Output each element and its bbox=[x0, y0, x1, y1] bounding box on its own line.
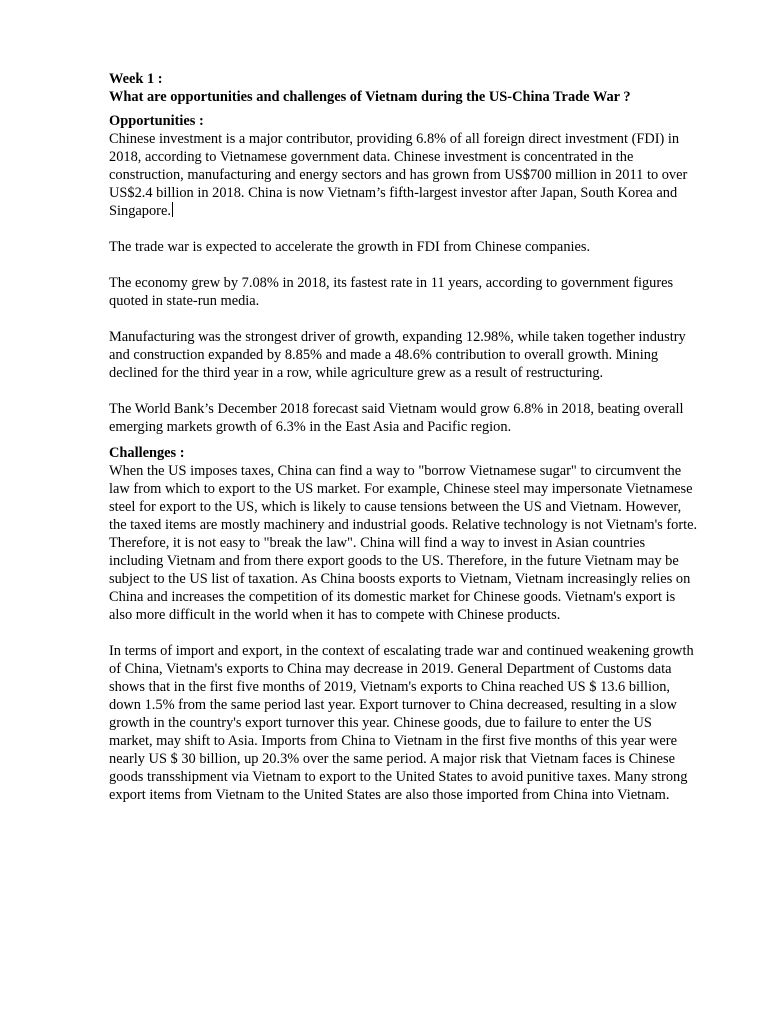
opportunities-paragraph-5: The World Bank’s December 2018 forecast said Vietnam would grow 6.8% in 2018, beating overall emerging markets growth of 6.3% in the East Asia and Pacific region. bbox=[109, 401, 684, 435]
document-title: What are opportunities and challenges of Vietnam during the US-China Trade War ? bbox=[109, 89, 631, 105]
challenges-paragraph-2: In terms of import and export, in the context of escalating trade war and continued weakening growth of China, Vietnam's exports to China may decrease in 2019. General Department of Customs data shows that in the first five months of 2019, Vietnam's exports to China reached US $ 13.6 billion, down 1.5% from the same period last year. Export turnover to China decreased, resulting in a slow growth in the country's export turnover this year. Chinese goods, due to failure to enter the US market, may shift to Asia. Imports from China to Vietnam in the first five months of this year were nearly US $ 30 billion, up 20.3% over the same period. A major risk that Vietnam faces is Chinese goods transshipment via Vietnam to export to the United States to avoid punitive taxes. Many strong export items from Vietnam to the United States are also those imported from China into Vietnam. bbox=[109, 643, 694, 803]
opportunities-paragraph-2: The trade war is expected to accelerate the growth in FDI from Chinese companies. bbox=[109, 239, 591, 255]
challenges-paragraph-1: When the US imposes taxes, China can find a way to "borrow Vietnamese sugar" to circumvent the law from which to export to the US market. For example, Chinese steel may impersonate Vietnamese steel for export to the US, which is likely to cause tensions between the US and Vietnam. However, the taxed items are mostly machinery and industrial goods. Relative technology is not Vietnam's forte. Therefore, it is not easy to "break the law". China will find a way to invest in Asian countries including Vietnam and from there export goods to the US. Therefore, in the future Vietnam may be subject to the US list of taxation. As China boosts exports to Vietnam, Vietnam increasingly relies on China and increases the competition of its domestic market for Chinese goods. Vietnam's export is also more difficult in the world when it has to compete with Chinese products. bbox=[109, 463, 698, 623]
text-cursor bbox=[172, 202, 173, 217]
challenges-heading: Challenges : bbox=[109, 445, 185, 461]
document-page bbox=[109, 70, 699, 804]
opportunities-heading: Opportunities : bbox=[109, 113, 204, 129]
opportunities-paragraph-1-text: Chinese investment is a major contributor, providing 6.8% of all foreign direct investment (FDI) in 2018, according to Vietnamese government data. Chinese investment is concentrated in the construction, manufacturing and energy sectors and has grown from US$700 million in 2011 to over US$2.4 billion in 2018. China is now Vietnam’s fifth-largest investor after Japan, South Korea and Singapore. bbox=[109, 131, 688, 219]
opportunities-paragraph-1 bbox=[109, 130, 699, 220]
opportunities-paragraph-4: Manufacturing was the strongest driver of growth, expanding 12.98%, while taken together industry and construction expanded by 8.85% and made a 48.6% contribution to overall growth. Mining declined for the third year in a row, while agriculture grew as a result of restructuring. bbox=[109, 329, 686, 381]
week-label: Week 1 : bbox=[109, 71, 163, 87]
opportunities-paragraph-3: The economy grew by 7.08% in 2018, its fastest rate in 11 years, according to government figures quoted in state-run media. bbox=[109, 275, 674, 309]
